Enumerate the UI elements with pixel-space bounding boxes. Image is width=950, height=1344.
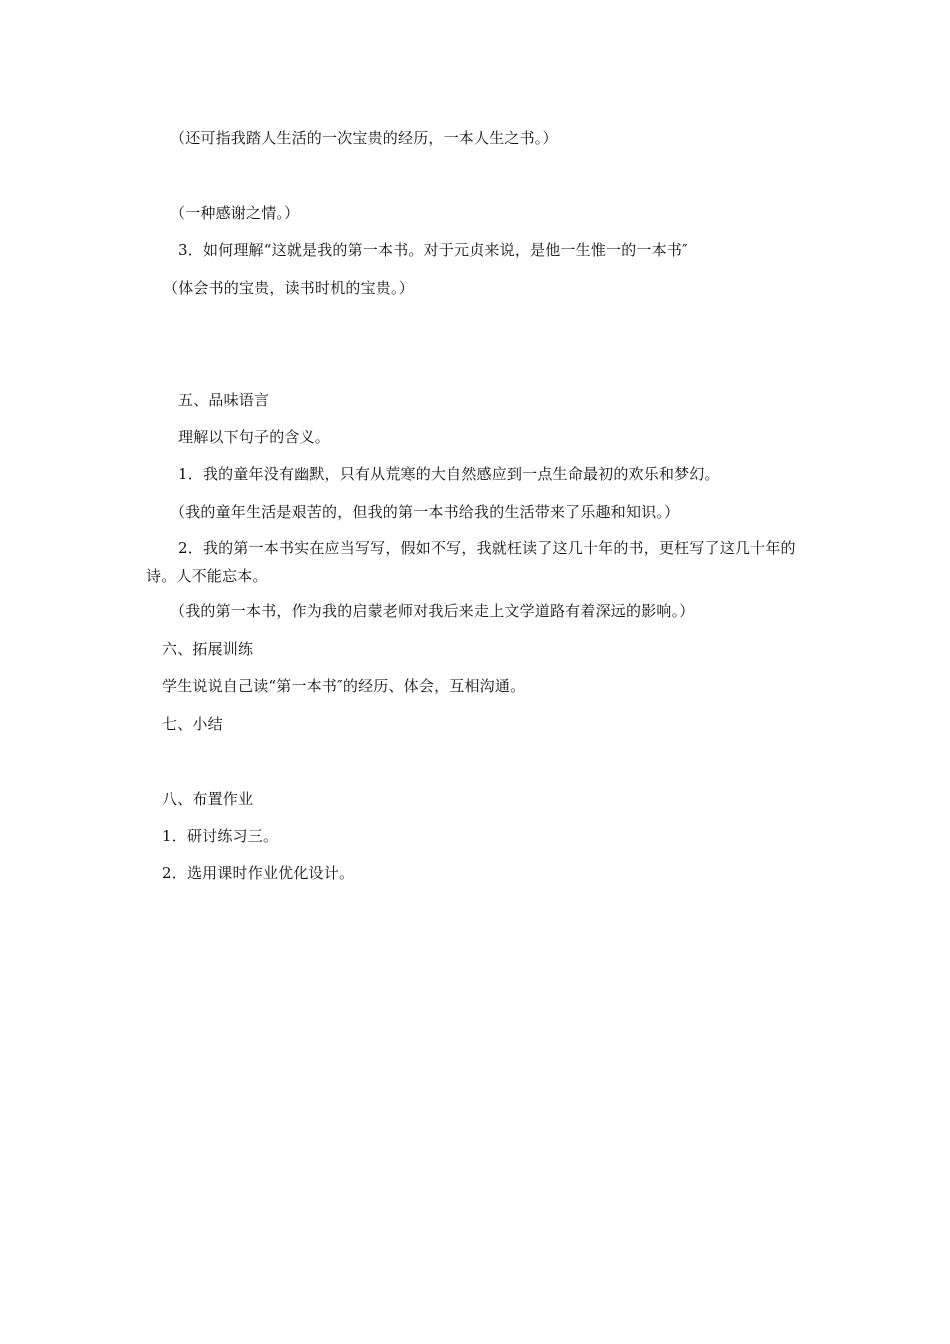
section-heading: 七、小结	[162, 715, 223, 733]
answer-paragraph: （我的第一本书，作为我的启蒙老师对我后来走上文学道路有着深远的影响。）	[170, 602, 695, 620]
section-heading: 八、布置作业	[162, 790, 254, 808]
sentence-item: 2．我的第一本书实在应当写写，假如不写，我就枉读了这几十年的书，更枉写了这几十年的诗。人不能忘本。	[146, 539, 796, 585]
instruction-paragraph: 理解以下句子的含义。	[178, 428, 331, 446]
answer-paragraph: （还可指我踏人生活的一次宝贵的经历，一本人生之书。）	[170, 129, 558, 147]
homework-item: 1．研讨练习三。	[162, 827, 279, 845]
instruction-paragraph: 学生说说自己读“第一本书″的经历、体会，互相沟通。	[162, 677, 526, 695]
answer-paragraph: （体会书的宝贵，读书时机的宝贵。）	[163, 279, 414, 297]
sentence-item: 1．我的童年没有幽默，只有从荒寒的大自然感应到一点生命最初的欢乐和梦幻。	[178, 465, 720, 483]
section-heading: 六、拓展训练	[162, 640, 254, 658]
answer-paragraph: （我的童年生活是艰苦的，但我的第一本书给我的生活带来了乐趣和知识。）	[170, 503, 680, 521]
section-heading: 五、品味语言	[178, 391, 270, 409]
question-item: 3．如何理解“这就是我的第一本书。对于元贞来说，是他一生惟一的一本书″	[178, 241, 688, 259]
homework-item: 2．选用课时作业优化设计。	[162, 864, 355, 882]
answer-paragraph: （一种感谢之情。）	[170, 204, 300, 222]
